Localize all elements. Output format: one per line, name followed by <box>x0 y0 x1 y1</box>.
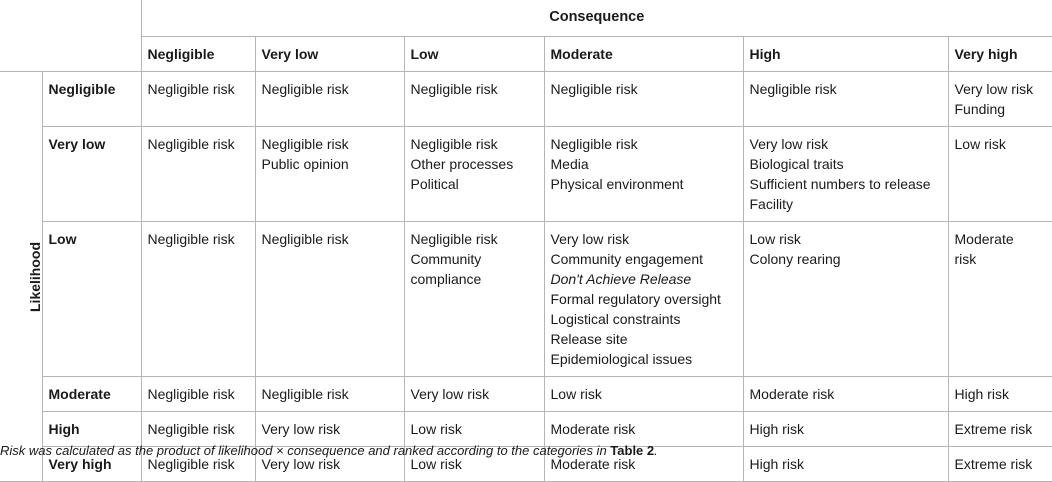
table-cell <box>404 127 544 222</box>
column-header-low: Low <box>404 37 544 72</box>
row-header: Low <box>42 222 141 377</box>
table-cell <box>948 377 1052 412</box>
table-cell <box>948 447 1052 482</box>
risk-factor-text: Political <box>411 174 544 194</box>
table-cell <box>404 377 544 412</box>
likelihood-label: Likelihood <box>25 242 45 312</box>
risk-level-text: Negligible risk <box>262 79 404 99</box>
risk-level-text: Negligible risk <box>411 79 544 99</box>
table-row <box>0 412 1052 447</box>
table-cell <box>948 72 1052 127</box>
consequence-header: Consequence <box>141 0 1052 37</box>
column-header-moderate: Moderate <box>544 37 743 72</box>
row-header: High <box>42 412 141 447</box>
table-cell <box>544 127 743 222</box>
risk-factor-text: Release site <box>551 329 743 349</box>
table-cell <box>141 412 255 447</box>
risk-level-text: High risk <box>750 454 948 474</box>
likelihood-axis-cell <box>0 72 42 482</box>
risk-level-text: Negligible risk <box>148 229 255 249</box>
row-header: Negligible <box>42 72 141 127</box>
risk-level-text: Negligible risk <box>262 384 404 404</box>
table-row <box>0 127 1052 222</box>
table-cell <box>948 412 1052 447</box>
table-row <box>0 377 1052 412</box>
risk-level-text: Negligible risk <box>750 79 948 99</box>
table-cell <box>743 72 948 127</box>
table-cell <box>544 412 743 447</box>
risk-level-text: Very low risk <box>262 419 404 439</box>
table-cell <box>743 412 948 447</box>
column-header-negligible: Negligible <box>141 37 255 72</box>
table-cell <box>141 72 255 127</box>
row-header: Moderate <box>42 377 141 412</box>
corner-cell <box>0 0 141 72</box>
table-cell <box>544 377 743 412</box>
table-footnote <box>0 443 658 459</box>
risk-level-text: Negligible risk <box>262 229 404 249</box>
risk-level-text: Low risk <box>411 454 544 474</box>
risk-level-text: Low risk <box>551 384 743 404</box>
risk-factor-text: Other processes <box>411 154 544 174</box>
risk-factor-text: Media <box>551 154 743 174</box>
footnote-end: . <box>654 443 658 458</box>
table-cell <box>743 377 948 412</box>
risk-level-text: Low risk <box>750 229 948 249</box>
table-cell <box>141 127 255 222</box>
risk-level-text: Very low risk <box>551 229 743 249</box>
table-cell <box>255 127 404 222</box>
risk-factor-text: risk <box>955 249 1052 269</box>
row-header: Very low <box>42 127 141 222</box>
table-cell <box>544 222 743 377</box>
risk-level-text: Negligible risk <box>148 454 255 474</box>
table-cell <box>404 222 544 377</box>
column-header-very-high: Very high <box>948 37 1052 72</box>
risk-level-text: Negligible risk <box>551 134 743 154</box>
risk-level-text: Extreme risk <box>955 419 1052 439</box>
risk-level-text: Negligible risk <box>148 79 255 99</box>
table-cell <box>948 222 1052 377</box>
risk-level-text: Moderate <box>955 229 1052 249</box>
table-cell <box>141 222 255 377</box>
table-cell <box>948 127 1052 222</box>
footnote-text: Risk was calculated as the product of likelihood × consequence and ranked according to the categories in <box>0 443 610 458</box>
risk-level-text: Very low risk <box>411 384 544 404</box>
column-header-high: High <box>743 37 948 72</box>
risk-factor-text: Colony rearing <box>750 249 948 269</box>
table-cell <box>404 412 544 447</box>
risk-level-text: High risk <box>955 384 1052 404</box>
table-cell <box>743 222 948 377</box>
risk-factor-text: Logistical constraints <box>551 309 743 329</box>
risk-level-text: Moderate risk <box>551 419 743 439</box>
risk-factor-text: Community engagement <box>551 249 743 269</box>
table-cell <box>255 72 404 127</box>
column-header-very-low: Very low <box>255 37 404 72</box>
table-cell <box>743 127 948 222</box>
risk-level-text: Low risk <box>411 419 544 439</box>
risk-level-text: Low risk <box>955 134 1052 154</box>
risk-level-text: Very low risk <box>262 454 404 474</box>
risk-factor-text: Epidemiological issues <box>551 349 743 369</box>
table-cell <box>404 72 544 127</box>
risk-level-text: Negligible risk <box>411 229 544 249</box>
risk-level-text: Negligible risk <box>148 134 255 154</box>
risk-level-text: Moderate risk <box>750 384 948 404</box>
risk-level-text: Negligible risk <box>551 79 743 99</box>
table-cell <box>743 447 948 482</box>
risk-level-text: Very low risk <box>955 79 1052 99</box>
risk-level-text: Negligible risk <box>262 134 404 154</box>
risk-level-text: Negligible risk <box>411 134 544 154</box>
risk-factor-text: Funding <box>955 99 1052 119</box>
risk-factor-text: Community <box>411 249 544 269</box>
table-row <box>0 222 1052 377</box>
table-cell <box>255 222 404 377</box>
risk-factor-text: Public opinion <box>262 154 404 174</box>
risk-factor-text: Biological traits <box>750 154 948 174</box>
row-header: Very high <box>42 447 141 482</box>
risk-factor-text: Physical environment <box>551 174 743 194</box>
table-cell <box>141 377 255 412</box>
table-cell <box>255 377 404 412</box>
risk-level-text: Very low risk <box>750 134 948 154</box>
risk-level-text: High risk <box>750 419 948 439</box>
risk-factor-text: Sufficient numbers to release <box>750 174 948 194</box>
table-cell <box>544 72 743 127</box>
table-row <box>0 72 1052 127</box>
risk-factor-text: Formal regulatory oversight <box>551 289 743 309</box>
risk-factor-text: Don't Achieve Release <box>551 269 743 289</box>
risk-level-text: Negligible risk <box>148 384 255 404</box>
risk-level-text: Negligible risk <box>148 419 255 439</box>
risk-level-text: Moderate risk <box>551 454 743 474</box>
risk-level-text: Extreme risk <box>955 454 1052 474</box>
footnote-table-ref: Table 2 <box>610 443 654 458</box>
risk-factor-text: Facility <box>750 194 948 214</box>
risk-factor-text: compliance <box>411 269 544 289</box>
table-cell <box>255 412 404 447</box>
